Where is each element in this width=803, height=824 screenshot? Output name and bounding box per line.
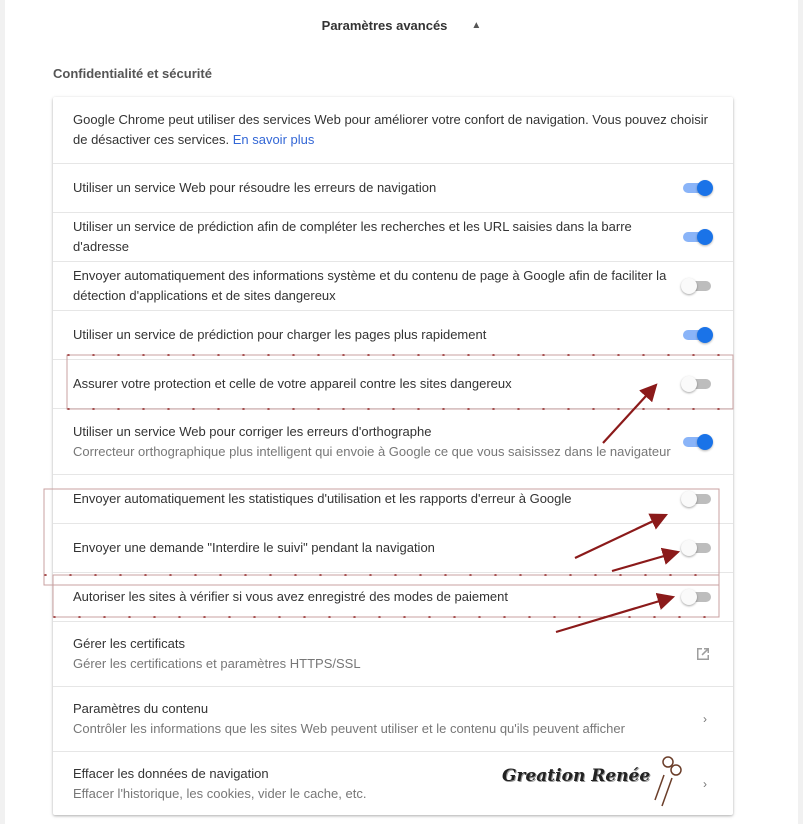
toggle-sublabel: Correcteur orthographique plus intelligent qui envoie à Google ce que vous saisissez dans le navigateur	[73, 443, 671, 459]
chevron-right-icon[interactable]: ›	[703, 776, 707, 791]
advanced-settings-header[interactable]	[0, 0, 803, 50]
intro-row	[53, 97, 733, 163]
advanced-settings-title: Paramètres avancés	[321, 17, 448, 33]
link-row-label: Effacer les données de navigation	[73, 765, 269, 781]
toggle-row[interactable]	[53, 572, 733, 621]
toggle-switch[interactable]	[681, 227, 713, 247]
toggle-row[interactable]	[53, 408, 733, 474]
toggle-switch[interactable]	[681, 374, 713, 394]
link-row-sublabel: Gérer les certifications et paramètres HTTPS/SSL	[73, 656, 361, 671]
external-link-icon[interactable]	[694, 645, 712, 663]
toggle-switch[interactable]	[681, 538, 713, 558]
toggle-row[interactable]	[53, 310, 733, 359]
chevron-right-icon[interactable]: ›	[703, 712, 707, 726]
content-settings-row[interactable]	[53, 686, 733, 751]
toggle-switch[interactable]	[681, 325, 713, 345]
intro-text: Google Chrome peut utiliser des services Web pour améliorer votre confort de navigation. Vous pouvez choisir de désactiver ces services.	[73, 112, 708, 147]
privacy-settings-card	[53, 97, 733, 815]
toggle-label: Envoyer une demande "Interdire le suivi" pendant la navigation	[73, 540, 435, 555]
toggle-row[interactable]	[53, 523, 733, 572]
toggle-label: Utiliser un service Web pour corriger les erreurs d'orthographe	[73, 423, 432, 439]
section-title: Confidentialité et sécurité	[53, 66, 212, 81]
link-row-sublabel: Effacer l'historique, les cookies, vider le cache, etc.	[73, 785, 367, 801]
toggle-label: Assurer votre protection et celle de votre appareil contre les sites dangereux	[73, 376, 512, 391]
link-row-label: Gérer les certificats	[73, 636, 185, 651]
toggle-row[interactable]	[53, 212, 733, 261]
toggle-label: Utiliser un service Web pour résoudre les erreurs de navigation	[73, 180, 437, 195]
collapse-arrow-icon[interactable]: ▲	[471, 19, 482, 31]
toggle-label: Autoriser les sites à vérifier si vous avez enregistré des modes de paiement	[73, 589, 508, 604]
toggle-switch[interactable]	[681, 432, 713, 452]
learn-more-link[interactable]: En savoir plus	[232, 132, 315, 147]
toggle-label: Envoyer automatiquement des informations système et du contenu de page à Google afin de faciliter la détection d'applications et de sites dangereux	[73, 268, 667, 303]
toggle-switch[interactable]	[681, 587, 713, 607]
toggle-label: Envoyer automatiquement les statistiques d'utilisation et les rapports d'erreur à Google	[73, 491, 572, 506]
watermark-signature: Greation Renée	[502, 766, 651, 786]
toggle-switch[interactable]	[681, 489, 713, 509]
toggle-row[interactable]	[53, 163, 733, 212]
link-row-label: Paramètres du contenu	[73, 701, 209, 716]
toggle-row[interactable]	[53, 359, 733, 408]
manage-certificates-row[interactable]	[53, 621, 733, 686]
link-row-sublabel: Contrôler les informations que les sites Web peuvent utiliser et le contenu qu'ils peuvent afficher	[73, 721, 625, 736]
toggle-label: Utiliser un service de prédiction pour charger les pages plus rapidement	[73, 327, 487, 342]
toggle-switch[interactable]	[681, 276, 713, 296]
toggle-label: Utiliser un service de prédiction afin de compléter les recherches et les URL saisies dans la barre d'adresse	[73, 219, 632, 254]
toggle-switch[interactable]	[681, 178, 713, 198]
toggle-row[interactable]	[53, 474, 733, 523]
toggle-row[interactable]	[53, 261, 733, 310]
